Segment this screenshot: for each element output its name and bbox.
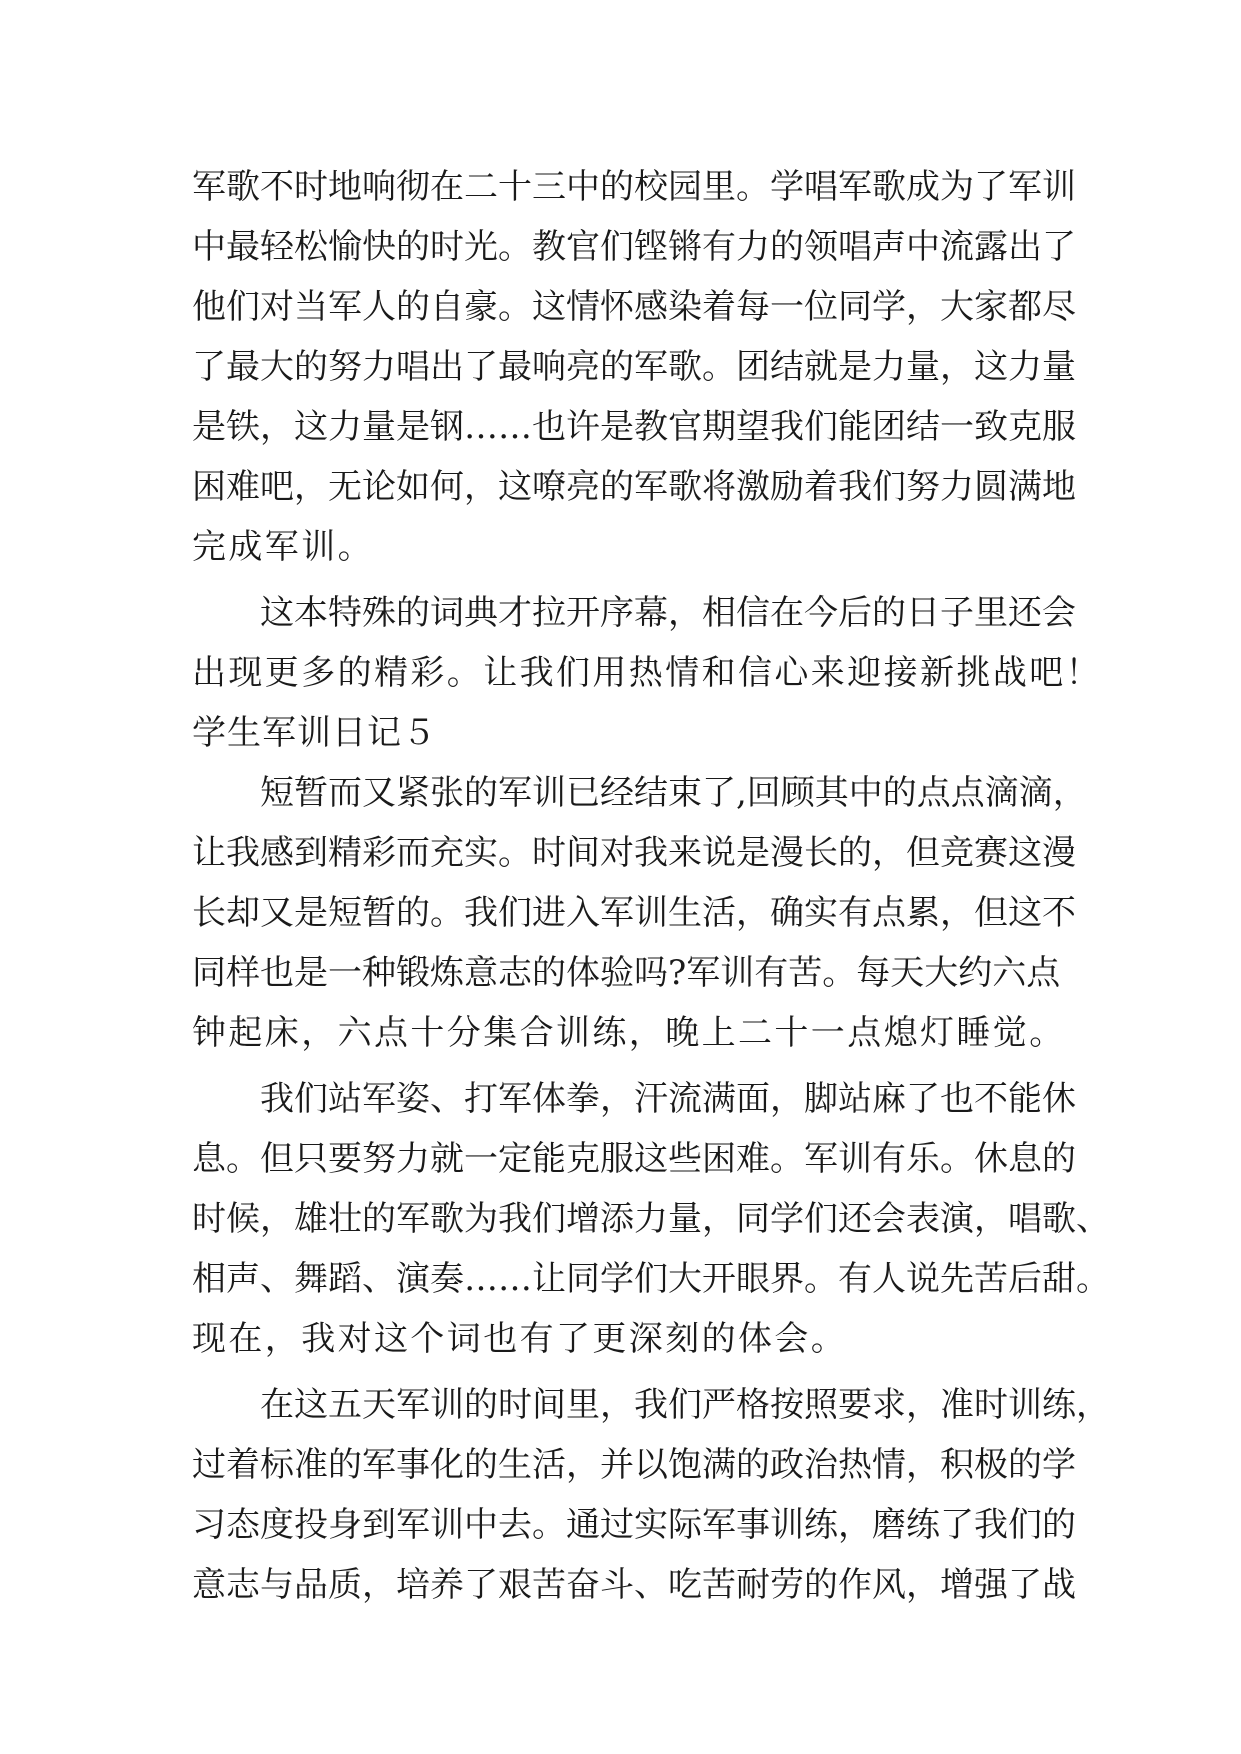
paragraph-3	[192, 763, 1087, 1063]
text-line: 军歌不时地响彻在二十三中的校园里。学唱军歌成为了军训	[192, 167, 1076, 207]
text-line: 息。但只要努力就一定能克服这些困难。军训有乐。休息的	[192, 1139, 1076, 1179]
text-line: 时候，雄壮的军歌为我们增添力量，同学们还会表演，唱歌、	[192, 1199, 1110, 1239]
text-line: 完成军训。	[192, 527, 374, 567]
text-line: 中最轻松愉快的时光。教官们铿锵有力的领唱声中流露出了	[192, 227, 1076, 267]
text-line: 他们对当军人的自豪。这情怀感染着每一位同学，大家都尽	[192, 287, 1076, 327]
text-line: 钟起床，六点十分集合训练，晚上二十一点熄灯睡觉。	[192, 1013, 1066, 1053]
text-line: 过着标准的军事化的生活，并以饱满的政治热情，积极的学	[192, 1445, 1076, 1485]
text-line: 短暂而又紧张的军训已经结束了,回顾其中的点点滴滴，	[260, 773, 1087, 813]
text-line: 习态度投身到军训中去。通过实际军事训练，磨练了我们的	[192, 1505, 1076, 1545]
text-line: 相声、舞蹈、演奏……让同学们大开眼界。有人说先苦后甜。	[192, 1259, 1110, 1299]
paragraph-2	[192, 583, 1102, 703]
text-line: 在这五天军训的时间里，我们严格按照要求，准时训练，	[260, 1385, 1110, 1425]
section-heading: 学生军训日记５	[192, 713, 437, 753]
text-line: 出现更多的精彩。让我们用热情和信心来迎接新挑战吧！	[192, 653, 1102, 693]
document-body	[192, 157, 1110, 1615]
paragraph-5	[192, 1375, 1110, 1615]
paragraph-1	[192, 157, 1076, 577]
text-line: 同样也是一种锻炼意志的体验吗?军训有苦。每天大约六点	[192, 953, 1061, 993]
text-line: 我们站军姿、打军体拳，汗流满面，脚站麻了也不能休	[260, 1079, 1076, 1119]
text-line: 意志与品质，培养了艰苦奋斗、吃苦耐劳的作风，增强了战	[192, 1565, 1076, 1605]
text-line: 让我感到精彩而充实。时间对我来说是漫长的，但竞赛这漫	[192, 833, 1076, 873]
text-line: 是铁，这力量是钢……也许是教官期望我们能团结一致克服	[192, 407, 1076, 447]
text-line: 长却又是短暂的。我们进入军训生活，确实有点累，但这不	[192, 893, 1076, 933]
text-line: 了最大的努力唱出了最响亮的军歌。团结就是力量，这力量	[192, 347, 1076, 387]
text-line: 这本特殊的词典才拉开序幕，相信在今后的日子里还会	[260, 593, 1076, 633]
paragraph-4	[192, 1069, 1110, 1369]
text-line: 现在，我对这个词也有了更深刻的体会。	[192, 1319, 848, 1359]
text-line: 困难吧，无论如何，这嘹亮的军歌将激励着我们努力圆满地	[192, 467, 1076, 507]
